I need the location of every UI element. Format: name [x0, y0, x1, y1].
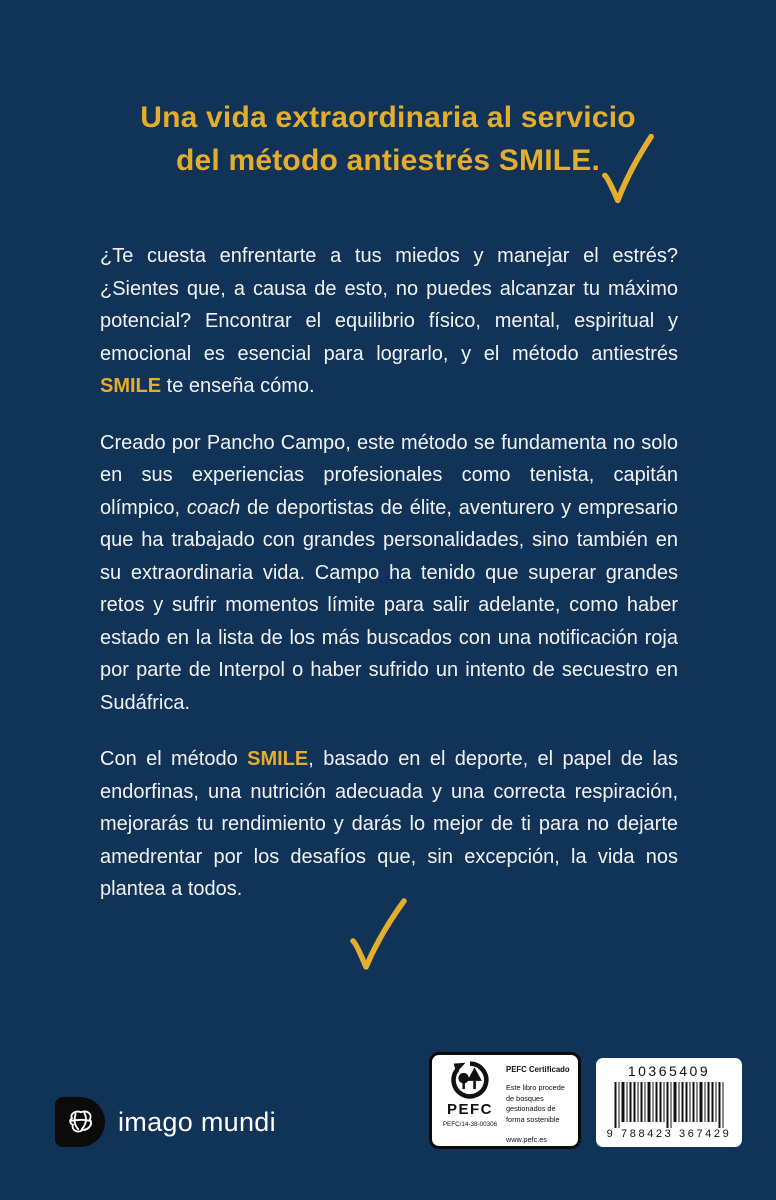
- pefc-description: Este libro procede de bosques gestionados de forma sostenible: [506, 1083, 565, 1125]
- paragraph-1-text-end: te enseña cómo.: [161, 375, 315, 397]
- pefc-brand: PEFC: [446, 1101, 493, 1118]
- barcode-bars-icon: [605, 1082, 733, 1128]
- tagline: [0, 96, 776, 182]
- paragraph-2-text-end: de deportistas de élite, aventurero y empresario que ha trabajado con grandes personalidades, sino también en su extraordinaria vida. Campo ha tenido que superar grandes retos y sufrir momentos límite para salir adelante, como haber estado en la lista de los más buscados con una notificación roja por parte de Interpol o haber sufrido un intento de secuestro en Sudáfrica.: [100, 496, 678, 714]
- tagline-block: [0, 96, 776, 182]
- pefc-text: [506, 1060, 572, 1142]
- barcode-ean-number: 9 788423 367429: [606, 1128, 732, 1140]
- checkmark-icon: [600, 132, 656, 206]
- paragraph-2-text: Creado por Pancho Campo, este método se fundamenta no solo en sus experiencias profesionales como tenista, capitán olímpico,: [100, 431, 678, 519]
- coach-italic: coach: [186, 496, 241, 519]
- paragraph-3-text: Con el método: [100, 748, 248, 770]
- paragraph-3-text-end: , basado en el deporte, el papel de las endorfinas, una nutrición adecuada y una correcta respiración, mejorarás tu rendimiento y darás lo mejor de ti para no dejarte amedrentar por los desafíos que, sin excepción, la vida nos plantea a todos.: [100, 748, 679, 900]
- tagline-line2: del método antiestrés SMILE.: [175, 144, 601, 177]
- paragraph-1: [100, 240, 678, 403]
- barcode: [596, 1058, 742, 1147]
- pefc-certification: [429, 1052, 581, 1149]
- checkmark-icon: [348, 894, 408, 974]
- publisher-logo: [55, 1097, 276, 1147]
- paragraph-3: [100, 743, 678, 906]
- publisher-name: imago mundi: [118, 1106, 276, 1137]
- imago-mundi-logo-icon: [55, 1097, 105, 1147]
- paragraph-1-text: ¿Te cuesta enfrentarte a tus miedos y manejar el estrés? ¿Sientes que, a causa de esto, no puedes alcanzar tu máximo potencial? Encontrar el equilibrio físico, mental, espiritual y emocional es esencial para lograrlo, y el método antiestrés: [100, 245, 678, 365]
- pefc-logo: [438, 1060, 502, 1142]
- pefc-code: PEFC/14-38-00306: [442, 1121, 498, 1128]
- paragraph-2: [100, 427, 678, 720]
- pefc-title: PEFC Certificado: [506, 1065, 570, 1074]
- back-cover-text: [100, 240, 678, 930]
- pefc-trees-icon: [450, 1060, 490, 1100]
- pefc-url: www.pefc.es: [506, 1134, 547, 1144]
- smile-highlight: SMILE: [100, 375, 162, 397]
- barcode-top-number: 10365409: [627, 1063, 711, 1079]
- tagline-line1: Una vida extraordinaria al servicio: [140, 101, 636, 134]
- smile-highlight: SMILE: [247, 748, 309, 770]
